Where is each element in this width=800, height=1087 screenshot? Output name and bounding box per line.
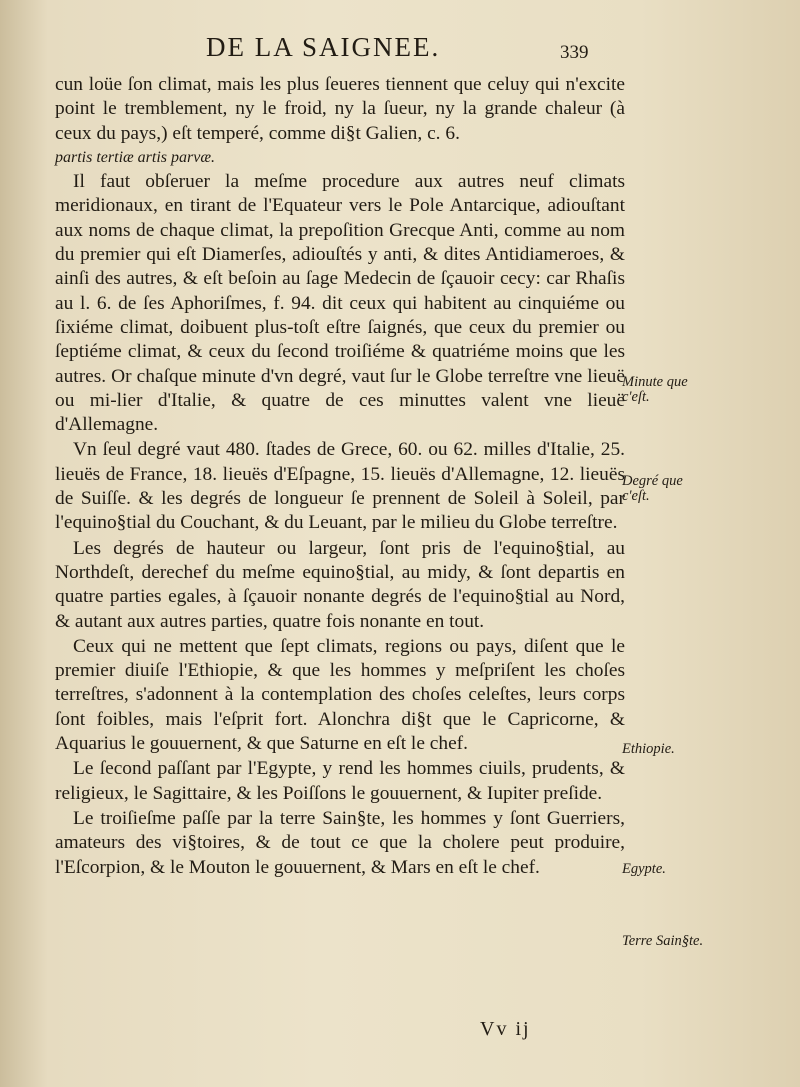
margin-note: Terre Sain§te. (622, 933, 704, 949)
paragraph: Vn ſeul degré vaut 480. ſtades de Grece, 60. ou 62. milles d'Italie, 25. lieuës de France, 18. lieuës d'Eſpagne, 15. lieuës d'Allemagne, 12. lieuës de Suiſſe. & les degrés de longueur ſe prennent de Soleil à Soleil, par l'equino§tial du Couchant, & du Leuant, par le milieu du Globe terreſtre. (55, 439, 625, 534)
margin-note: Minute que c'eſt. (622, 374, 688, 405)
paragraph: cun loüe ſon climat, mais les plus ſeueres tiennent que celuy qui n'excite point le tremblement, ny le froid, ny la ſueur, ny la grande chaleur (à ceux du pays,) eſt temperé, comme di§t Galien, c. 6. (55, 74, 625, 144)
citation-line: partis tertiæ artis parvæ. (55, 148, 216, 166)
body-text (55, 73, 625, 880)
paragraph: Les degrés de hauteur ou largeur, ſont pris de l'equino§tial, au Northdeſt, derechef du meſme equino§tial, au midy, & ſont departis en quatre parties egales, à ſçauoir nonante degrés de l'equino§tial au Nord, & autant aux autres parties, quatre fois nonante en tout. (55, 537, 625, 632)
signature-mark: Vv ij (480, 1018, 531, 1040)
paragraph: Ceux qui ne mettent que ſept climats, regions ou pays, diſent que le premier diuiſe l'Ethiopie, & que les hommes y meſpriſent les choſes terreſtres, s'adonnent à la contemplation des choſes celeſtes, leurs corps ſont foibles, mais l'eſprit fort. Alonchra di§t que le Capricorne, & Aquarius le gouuernent, & que Saturne en eſt le chef. (55, 635, 625, 755)
paragraph: Le troiſieſme paſſe par la terre Sain§te, les hommes y ſont Guerriers, amateurs des vi§toires, & de tout ce que la cholere peut produire, l'Eſcorpion, & le Mouton le gouuernent, & Mars en eſt le chef. (55, 807, 625, 878)
margin-note: Ethiopie. (622, 741, 675, 757)
margin-notes (622, 0, 712, 1087)
paragraph: Le ſecond paſſant par l'Egypte, y rend les hommes ciuils, prudents, & religieux, le Sagittaire, & les Poiſſons le gouuernent, & Iupiter preſide. (55, 758, 625, 804)
running-head: DE LA SAIGNEE. (206, 32, 441, 62)
margin-note: Egypte. (622, 861, 666, 877)
page-number: 339 (560, 42, 589, 63)
margin-note: Degré que c'eſt. (622, 473, 683, 504)
paragraph: Il faut obſeruer la meſme procedure aux autres neuf climats meridionaux, en tirant de l'Equateur vers le Pole Antarcique, adiouſtant aux noms de chaque climat, la prepoſition Grecque Anti, comme au nom du premier qui eſt Diamerſes, adiouſtés y anti, & dites Antidiameroes, & ainſi des autres, & eſt beſoin au ſage Medecin de ſçauoir cecy: car Rhaſis au l. 6. de ſes Aphoriſmes, f. 94. dit ceux qui habitent au cinquiéme ou ſixiéme climat, doibuent plus-toſt eſtre ſaignés, que ceux du premier ou ſeptiéme climat, & ceux du ſecond troiſiéme & quatriéme moins que les autres. Or chaſque minute d'vn degré, vaut ſur le Globe terreſtre vne lieuë ou mi-lier d'Italie, & quatre de ces minuttes valent vne lieuë d'Allemagne. (55, 171, 625, 436)
